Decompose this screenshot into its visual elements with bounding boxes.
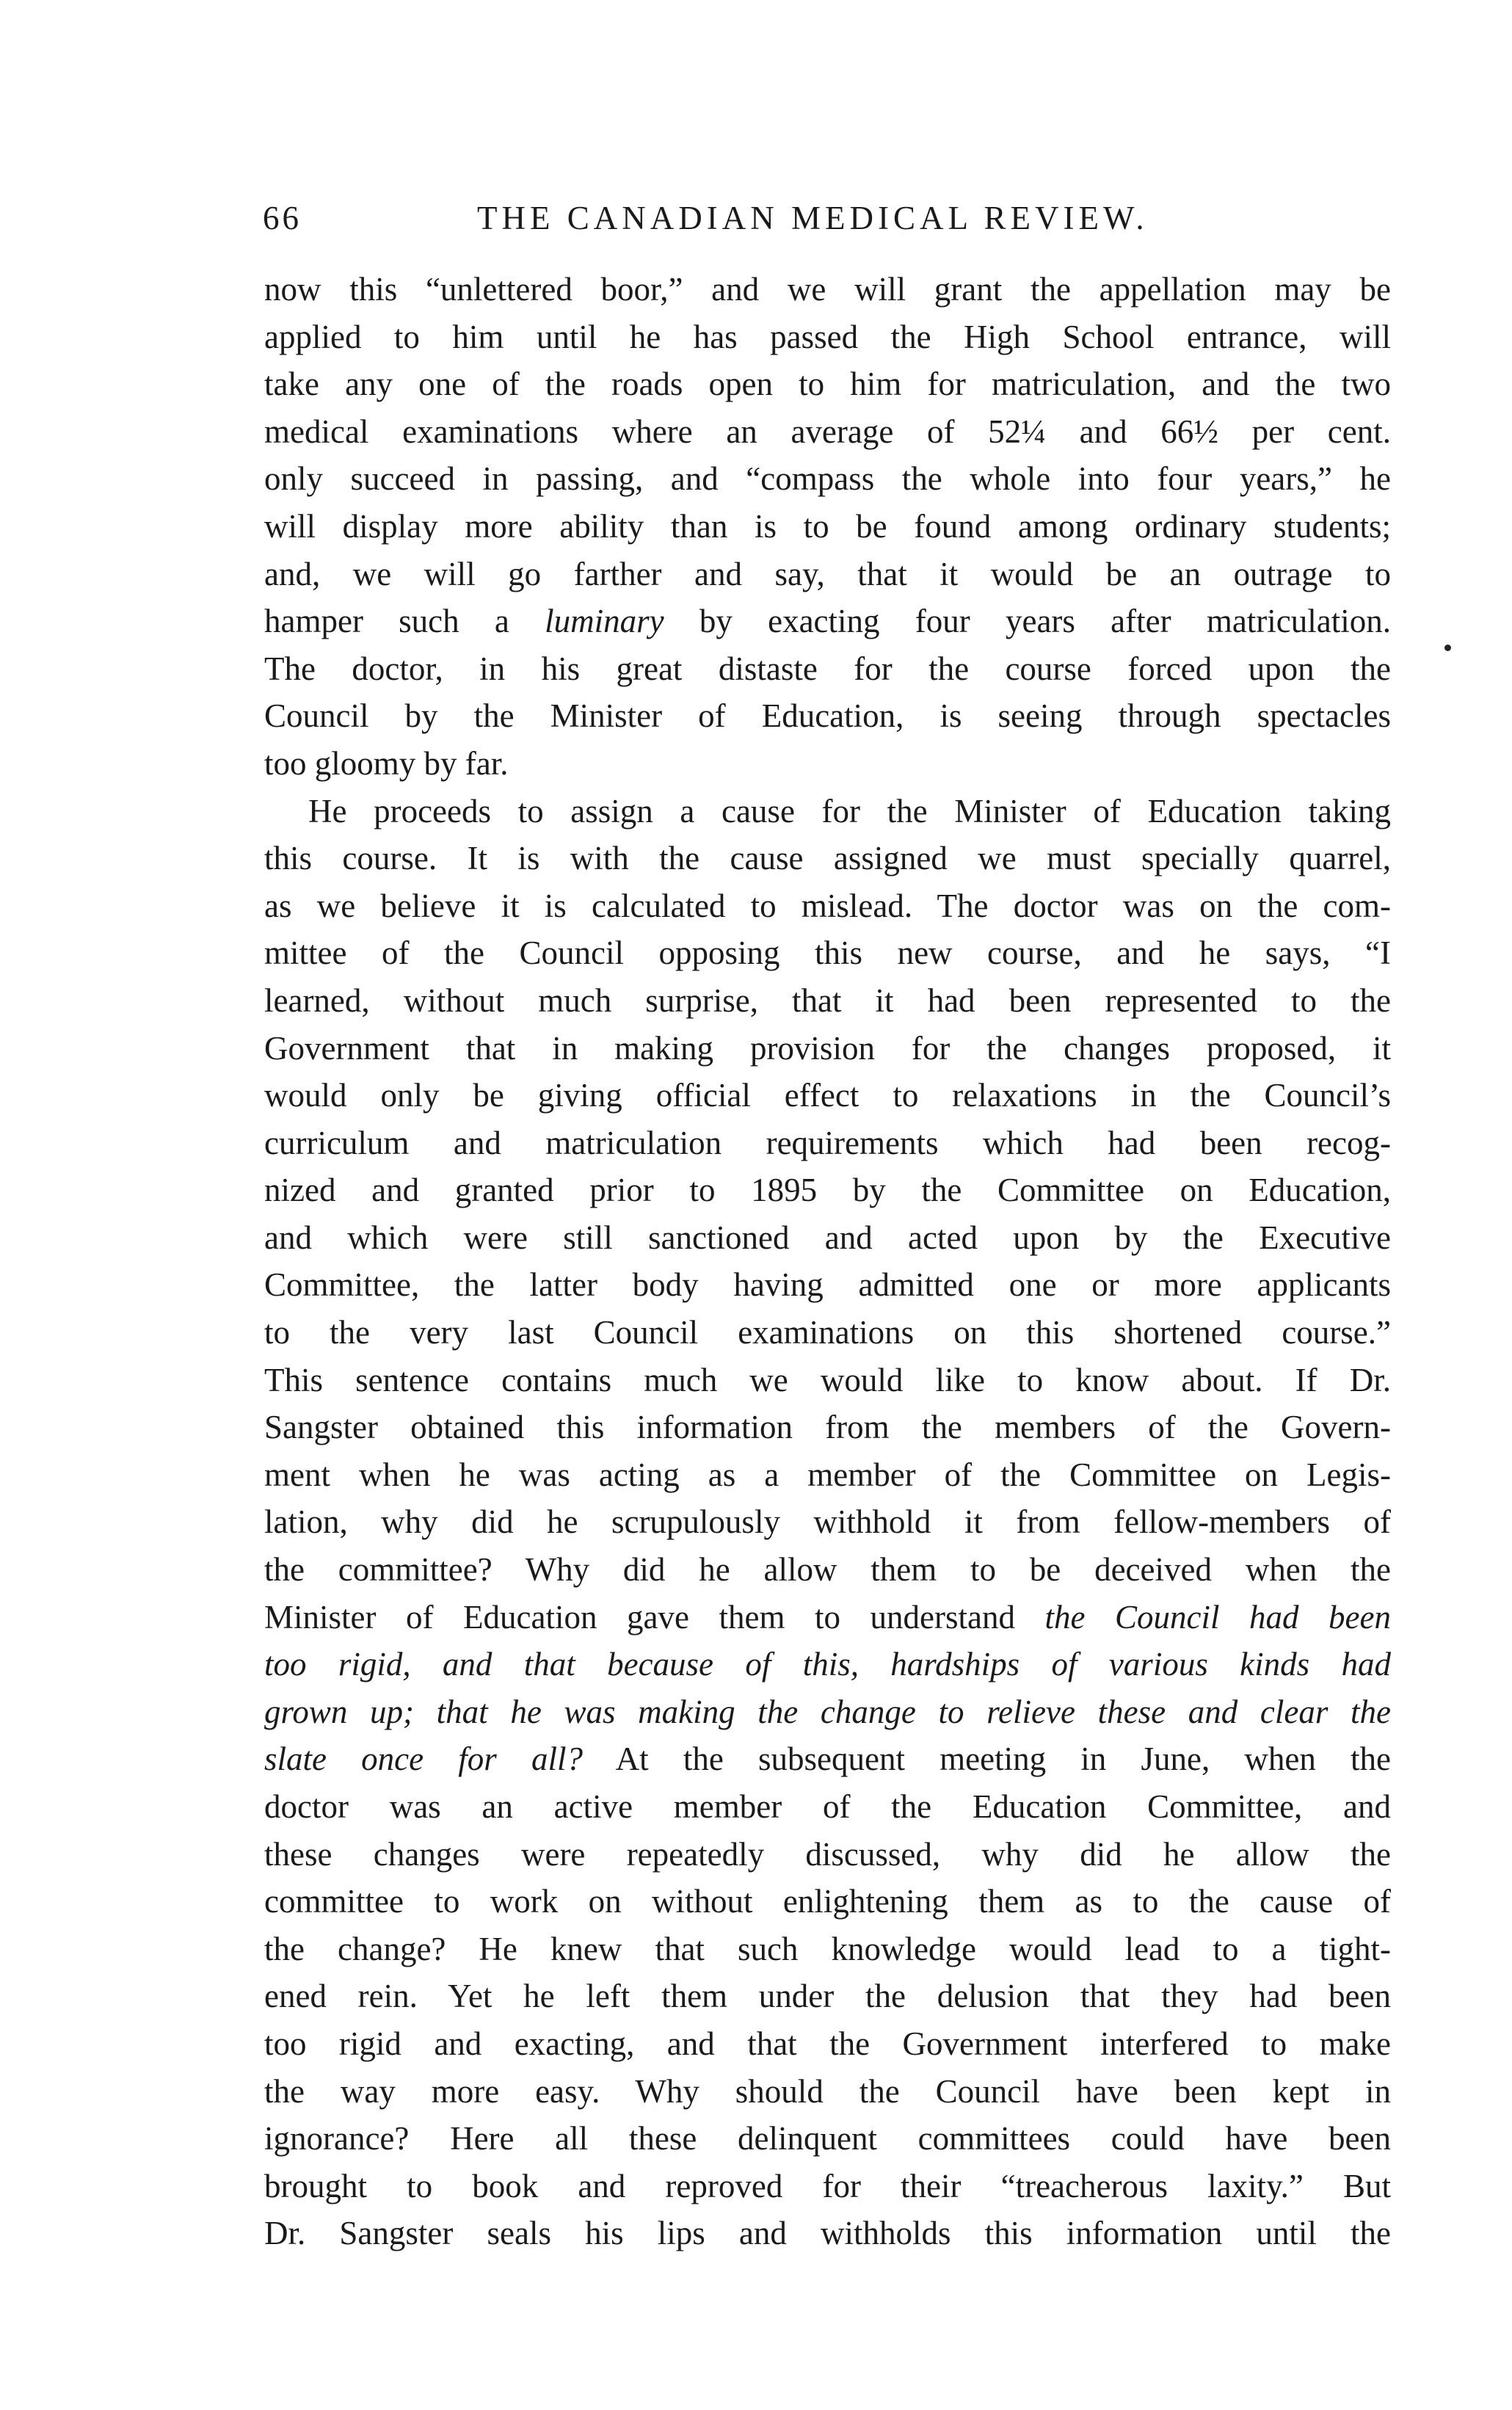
italic-text-run: too rigid, and that because of this, hardships of various kinds had xyxy=(264,1646,1391,1683)
text-line: curriculum and matriculation requirements which had been recog- xyxy=(264,1124,1391,1161)
text-line: as we believe it is calculated to mislead. The doctor was on the com- xyxy=(264,887,1391,924)
text-line: this course. It is with the cause assigned we must specially quarrel, xyxy=(264,840,1391,877)
journal-title: THE CANADIAN MEDICAL REVIEW. xyxy=(477,200,1149,236)
text-line: mittee of the Council opposing this new course, and he says, “I xyxy=(264,934,1391,972)
text-line: ened rein. Yet he left them under the delusion that they had been xyxy=(264,1978,1391,2015)
text-run: hamper such a xyxy=(264,603,545,640)
italic-text-run: the Council had been xyxy=(1044,1598,1391,1636)
paragraph-1 xyxy=(264,266,1391,788)
text-line: would only be giving official effect to relaxations in the Council’s xyxy=(264,1077,1391,1114)
text-line: The doctor, in his great distaste for the course forced upon the xyxy=(264,650,1391,687)
text-run: by exacting four years after matriculation. xyxy=(664,603,1391,640)
text-line: applied to him until he has passed the High School entrance, will xyxy=(264,318,1391,355)
text-line: take any one of the roads open to him for matriculation, and the two xyxy=(264,366,1391,403)
running-head xyxy=(263,192,1356,244)
text-line xyxy=(264,1641,1391,1688)
text-line xyxy=(264,1594,1391,1641)
paragraph-2 xyxy=(264,788,1391,2257)
body-text xyxy=(264,266,1391,2257)
text-line: the way more easy. Why should the Council have been kept in xyxy=(264,2072,1391,2110)
text-line xyxy=(264,1688,1391,1736)
text-line: the change? He knew that such knowledge would lead to a tight- xyxy=(264,1930,1391,1967)
text-line: medical examinations where an average of 52¼ and 66½ per cent. xyxy=(264,413,1391,450)
text-line: to the very last Council examinations on this shortened course.” xyxy=(264,1314,1391,1351)
text-line: and, we will go farther and say, that it would be an outrage to xyxy=(264,555,1391,592)
text-line: too rigid and exacting, and that the Government interfered to make xyxy=(264,2025,1391,2062)
text-line: now this “unlettered boor,” and we will grant the appellation may be xyxy=(264,271,1391,308)
text-line: too gloomy by far. xyxy=(264,744,509,782)
text-line: learned, without much surprise, that it had been represented to the xyxy=(264,981,1391,1019)
text-line: will display more ability than is to be found among ordinary students; xyxy=(264,507,1391,545)
text-line xyxy=(264,1735,1391,1783)
text-run: Minister of Education gave them to understand xyxy=(264,1598,1045,1636)
text-run: At the subsequent meeting in June, when the xyxy=(582,1741,1391,1778)
italic-text-run: slate once for all? xyxy=(264,1741,583,1778)
text-line: committee to work on without enlightening them as to the cause of xyxy=(264,1883,1391,1920)
text-line xyxy=(264,598,1391,645)
text-line: Dr. Sangster seals his lips and withholds this information until the xyxy=(264,2215,1391,2252)
page-number: 66 xyxy=(263,200,302,236)
text-line: brought to book and reproved for their “treacherous laxity.” But xyxy=(264,2167,1391,2204)
text-line: Council by the Minister of Education, is seeing through spectacles xyxy=(264,697,1391,735)
text-line: lation, why did he scrupulously withhold it from fellow-members of xyxy=(264,1503,1391,1541)
text-line: Government that in making provision for the changes proposed, it xyxy=(264,1029,1391,1067)
text-line: doctor was an active member of the Education Committee, and xyxy=(264,1788,1391,1825)
text-line: the committee? Why did he allow them to be deceived when the xyxy=(264,1551,1391,1589)
italic-text-run: luminary xyxy=(545,603,664,640)
text-line: only succeed in passing, and “compass the whole into four years,” he xyxy=(264,460,1391,498)
margin-dot xyxy=(1444,645,1451,651)
text-line: Sangster obtained this information from the members of the Govern- xyxy=(264,1409,1391,1446)
text-line: these changes were repeatedly discussed, why did he allow the xyxy=(264,1835,1391,1873)
text-line: This sentence contains much we would like to know about. If Dr. xyxy=(264,1361,1391,1398)
text-line: He proceeds to assign a cause for the Minister of Education taking xyxy=(308,792,1391,830)
text-line: and which were still sanctioned and acted upon by the Executive xyxy=(264,1219,1391,1256)
text-line: ignorance? Here all these delinquent committees could have been xyxy=(264,2120,1391,2157)
text-line: nized and granted prior to 1895 by the Committee on Education, xyxy=(264,1172,1391,1209)
text-line: Committee, the latter body having admitted one or more applicants xyxy=(264,1266,1391,1304)
italic-text-run: grown up; that he was making the change to relieve these and clear the xyxy=(264,1693,1391,1730)
text-line: ment when he was acting as a member of the Committee on Legis- xyxy=(264,1456,1391,1493)
